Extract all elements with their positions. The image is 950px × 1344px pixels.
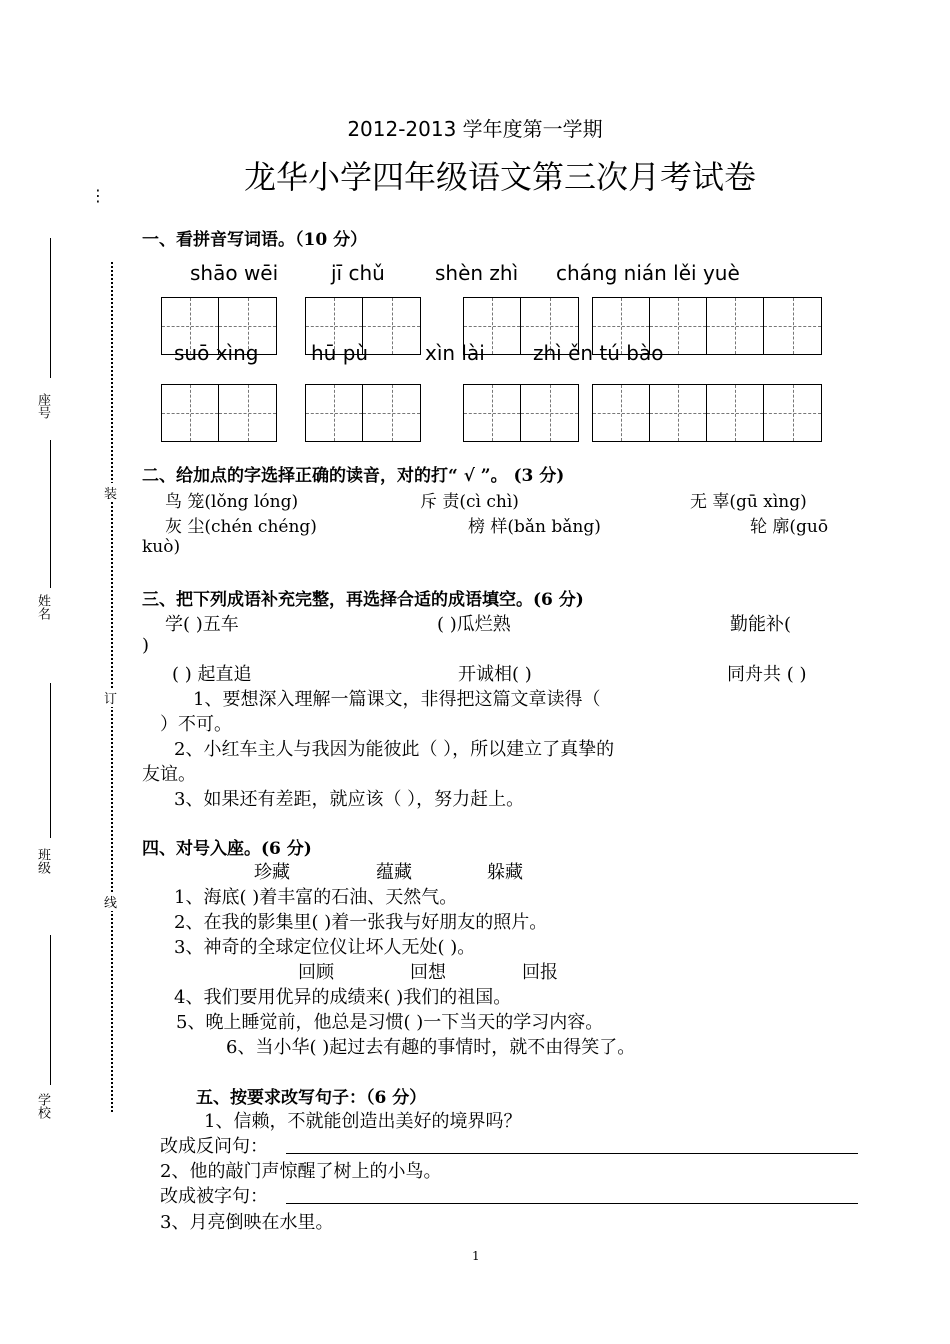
binding-char-xian: 线 — [104, 892, 117, 911]
idiom-question-1: 1、要想深入理解一篇课文，非得把这篇文章读得（ — [193, 689, 601, 710]
word-choice-6: 回报 — [522, 962, 558, 983]
fill-question-4: 4、我们要用优异的成绩来( )我们的祖国。 — [174, 987, 512, 1008]
rewrite-prompt-2: 改成被字句： — [160, 1186, 268, 1207]
pinyin-r1-2: jī chǔ — [331, 261, 385, 285]
writing-grid-r2-2[interactable] — [305, 384, 421, 442]
idiom-5: 开诚相( ) — [458, 664, 532, 685]
term-heading: 2012-2013 学年度第一学期 — [347, 117, 603, 141]
margin-dots: ⋮ — [90, 186, 106, 205]
reading-item-4: 灰 尘(chén chéng) — [165, 517, 317, 537]
seat-line — [50, 238, 51, 378]
idiom-3-cont: ) — [142, 635, 150, 656]
idiom-6: 同舟共 ( ) — [727, 664, 807, 685]
page-title: 龙华小学四年级语文第三次月考试卷 — [243, 158, 756, 196]
binding-char-zhuang: 装 — [104, 483, 117, 502]
section4-heading: 四、对号入座。(6 分) — [142, 839, 312, 859]
name-label: 姓名 — [35, 594, 50, 620]
idiom-question-2: 2、小红车主人与我因为能彼此（ ），所以建立了真挚的 — [174, 739, 615, 760]
word-choice-5: 回想 — [410, 962, 446, 983]
fill-question-3: 3、神奇的全球定位仪让坏人无处( )。 — [174, 937, 476, 958]
fill-question-5: 5、晚上睡觉前，他总是习惯( )一下当天的学习内容。 — [176, 1012, 604, 1033]
reading-item-6: 轮 廓(guō — [750, 517, 829, 537]
section2-heading: 二、给加点的字选择正确的读音，对的打“ √ ”。 (3 分) — [142, 466, 565, 486]
pinyin-r1-4: cháng nián lěi yuè — [556, 261, 740, 285]
section1-heading: 一、看拼音写词语。（10 分） — [142, 230, 368, 250]
pinyin-r2-4: zhì ěn tú bào — [533, 341, 664, 365]
pinyin-r2-2: hū pù — [311, 341, 369, 365]
idiom-1: 学( )五车 — [165, 614, 239, 635]
seat-label: 座号 — [35, 393, 50, 419]
answer-line-1[interactable] — [286, 1153, 858, 1154]
pinyin-r2-1: suō xìng — [174, 341, 259, 365]
idiom-3: 勤能补( — [730, 614, 792, 635]
binding-dotted-line — [111, 262, 113, 1112]
idiom-question-2-cont: 友谊。 — [142, 764, 196, 785]
class-line — [50, 683, 51, 838]
fill-question-6: 6、当小华( )起过去有趣的事情时，就不由得笑了。 — [226, 1037, 636, 1058]
idiom-question-3: 3、如果还有差距，就应该（ ），努力赶上。 — [174, 789, 525, 810]
reading-item-5: 榜 样(bǎn bǎng) — [468, 517, 601, 537]
reading-item-3: 无 辜(gū xìng) — [690, 492, 807, 512]
section3-heading: 三、把下列成语补充完整，再选择合适的成语填空。(6 分) — [142, 590, 584, 610]
reading-item-2: 斥 责(cì chì) — [420, 492, 519, 512]
section5-heading: 五、按要求改写句子：（6 分） — [196, 1088, 427, 1108]
school-line — [50, 935, 51, 1085]
idiom-question-1-cont: ）不可。 — [160, 714, 232, 735]
pinyin-r1-1: shāo wēi — [190, 261, 279, 285]
reading-item-1: 鸟 笼(lǒng lóng) — [165, 492, 299, 512]
word-choice-4: 回顾 — [298, 962, 334, 983]
answer-line-2[interactable] — [286, 1203, 858, 1204]
name-line — [50, 440, 51, 588]
pinyin-r1-3: shèn zhì — [435, 261, 519, 285]
rewrite-prompt-1: 改成反问句： — [160, 1136, 268, 1157]
school-label: 学校 — [35, 1093, 50, 1119]
idiom-2: ( )瓜烂熟 — [437, 614, 511, 635]
fill-question-1: 1、海底( )着丰富的石油、天然气。 — [174, 887, 458, 908]
fill-question-2: 2、在我的影集里( )着一张我与好朋友的照片。 — [174, 912, 548, 933]
word-choice-3: 躲藏 — [487, 862, 523, 883]
word-choice-2: 蕴藏 — [376, 862, 412, 883]
writing-grid-r2-4[interactable] — [592, 384, 822, 442]
binding-char-ding: 订 — [104, 688, 117, 707]
writing-grid-r2-3[interactable] — [463, 384, 579, 442]
class-label: 班级 — [35, 848, 50, 874]
writing-grid-r2-1[interactable] — [161, 384, 277, 442]
pinyin-r2-3: xìn lài — [425, 341, 485, 365]
reading-item-6-cont: kuò) — [142, 537, 181, 557]
rewrite-question-2: 2、他的敲门声惊醒了树上的小鸟。 — [160, 1161, 442, 1182]
rewrite-question-3: 3、月亮倒映在水里。 — [160, 1212, 334, 1233]
page-number: 1 — [472, 1249, 480, 1263]
idiom-4: ( ) 起直追 — [172, 664, 252, 685]
rewrite-question-1: 1、信赖，不就能创造出美好的境界吗？ — [204, 1111, 522, 1132]
word-choice-1: 珍藏 — [254, 862, 290, 883]
